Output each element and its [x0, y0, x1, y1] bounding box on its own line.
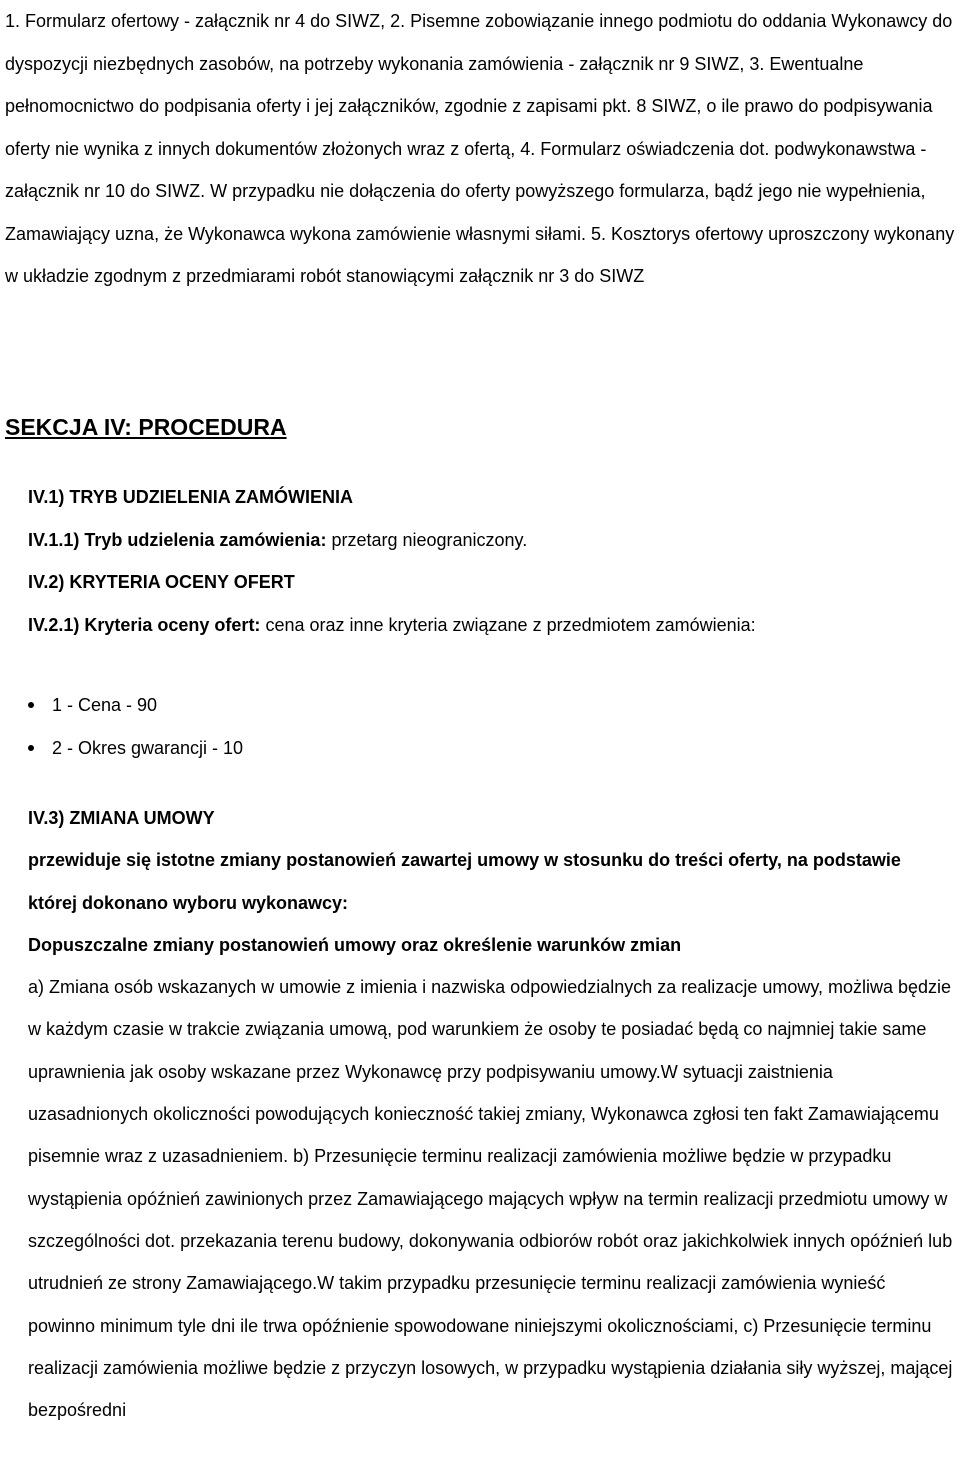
list-item	[28, 684, 243, 727]
heading-iv11-value: przetarg nieograniczony.	[326, 530, 528, 550]
bullet-icon	[28, 702, 34, 708]
amendment-question: przewiduje się istotne zmiany postanowień zawartej umowy w stosunku do treści oferty, na podstawie której dokonano wyboru wykonawcy:	[28, 850, 901, 913]
heading-iv21	[28, 613, 756, 637]
criterion-text: 2 - Okres gwarancji - 10	[52, 738, 244, 758]
criteria-list	[28, 684, 243, 770]
heading-iv2: IV.2) KRYTERIA OCENY OFERT	[28, 572, 295, 592]
section-title: SEKCJA IV: PROCEDURA	[5, 414, 287, 440]
required-documents-paragraph: 1. Formularz ofertowy - załącznik nr 4 do SIWZ, 2. Pisemne zobowiązanie innego podmiotu do oddania Wykonawcy do dyspozycji niezbędnych zasobów, na potrzeby wykonania zamówienia - załącznik nr 9 SIWZ, 3. Ewentualne pełnomocnictwo do podpisania oferty i jej załączników, zgodnie z zapisami pkt. 8 SIWZ, o ile prawo do podpisywania oferty nie wynika z innych dokumentów złożonych wraz z ofertą, 4. Formularz oświadczenia dot. podwykonawstwa - załącznik nr 10 do SIWZ. W przypadku nie dołączenia do oferty powyższego formularza, bądź jego nie wypełnienia, Zamawiający uzna, że Wykonawca wykona zamówienie własnymi siłami. 5. Kosztorys ofertowy uproszczony wykonany w układzie zgodnym z przedmiarami robót stanowiącymi załącznik nr 3 do SIWZ	[5, 11, 955, 286]
heading-iv11	[28, 528, 527, 552]
bullet-icon	[28, 745, 34, 751]
heading-iv11-label: IV.1.1) Tryb udzielenia zamówienia:	[28, 530, 327, 550]
list-item	[28, 727, 243, 770]
amendment-heading: Dopuszczalne zmiany postanowień umowy oraz określenie warunków zmian	[28, 934, 682, 955]
heading-iv21-label: IV.2.1) Kryteria oceny ofert:	[28, 615, 261, 635]
amendment-body: a) Zmiana osób wskazanych w umowie z imienia i nazwiska odpowiedzialnych za realizacje umowy, możliwa będzie w każdym czasie w trakcie związania umową, pod warunkiem że osoby te posiadać będą co najmniej takie same uprawnienia jak osoby wskazane przez Wykonawcę przy podpisywaniu umowy.W sytuacji zaistnienia uzasadnionych okoliczności powodujących konieczność takiej zmiany, Wykonawca zgłosi ten fakt Zamawiającemu pisemnie wraz z uzasadnieniem. b) Przesunięcie terminu realizacji zamówienia możliwe będzie w przypadku wystąpienia opóźnień zawinionych przez Zamawiającego mających wpływ na termin realizacji przedmiotu umowy w szczególności dot. przekazania terenu budowy, dokonywania odbiorów robót oraz jakichkolwiek innych opóźnień lub utrudnień ze strony Zamawiającego.W takim przypadku przesunięcie terminu realizacji zamówienia wynieść powinno minimum tyle dni ile trwa opóźnienie spowodowane niniejszymi okolicznościami, c) Przesunięcie terminu realizacji zamówienia możliwe będzie z przyczyn losowych, w przypadku wystąpienia działania siły wyższej, mającej bezpośredni	[28, 977, 953, 1421]
heading-iv21-value: cena oraz inne kryteria związane z przedmiotem zamówienia:	[260, 615, 756, 635]
heading-iv3: IV.3) ZMIANA UMOWY	[28, 808, 215, 828]
heading-iv1: IV.1) TRYB UDZIELENIA ZAMÓWIENIA	[28, 487, 354, 507]
contract-amendment-section	[28, 797, 953, 1431]
criterion-text: 1 - Cena - 90	[52, 695, 158, 715]
